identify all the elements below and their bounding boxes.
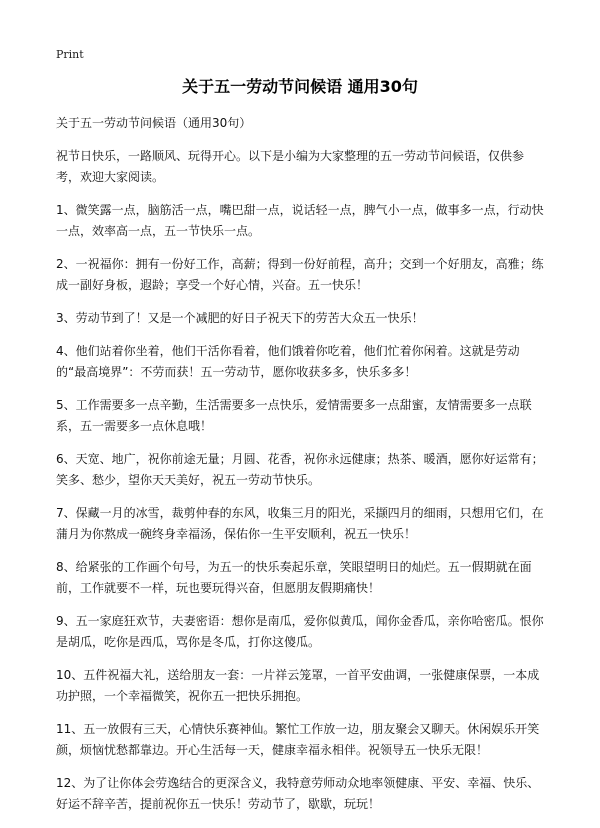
greeting-item-2: 2、一祝福你：拥有一份好工作，高薪；得到一份好前程，高升；交到一个好朋友，高雅；练成一副好身板，遐龄；享受一个好心情，兴奋。五一快乐！	[56, 257, 544, 292]
greeting-item-5: 5、工作需要多一点辛勤，生活需要多一点快乐，爱情需要多一点甜蜜，友情需要多一点联系，五一需要多一点休息哦！	[56, 398, 532, 433]
greeting-item-4: 4、他们站着你坐着，他们干活你看着，他们饿着你吃着，他们忙着你闲着。这就是劳动的“最高境界”：不劳而获！五一劳动节，愿你收获多多，快乐多多！	[56, 344, 520, 379]
document-subtitle: 关于五一劳动节问候语（通用30句）	[56, 116, 252, 130]
greeting-item-3: 3、劳动节到了！又是一个减肥的好日子祝天下的劳苦大众五一快乐！	[56, 311, 424, 325]
greeting-item-10: 10、五件祝福大礼，送给朋友一套：一片祥云笼罩，一首平安曲调，一张健康保票，一本成功护照，一个幸福微笑，祝你五一把快乐拥抱。	[56, 668, 540, 703]
greeting-item-11: 11、五一放假有三天，心情快乐赛神仙。繁忙工作放一边，朋友聚会又聊天。休闲娱乐开笑颜，烦恼忧愁都靠边。开心生活每一天，健康幸福永相伴。祝领导五一快乐无限！	[56, 722, 540, 757]
greeting-item-6: 6、天宽、地广，祝你前途无量；月圆、花香，祝你永远健康；热茶、暖酒，愿你好运常有；笑多、愁少，望你天天美好，祝五一劳动节快乐。	[56, 452, 544, 487]
print-link[interactable]: Print	[56, 48, 84, 61]
greeting-item-9: 9、五一家庭狂欢节，夫妻密语：想你是南瓜，爱你似黄瓜，闻你金香瓜，亲你哈密瓜。恨你是胡瓜，吃你是西瓜，骂你是冬瓜，打你这傻瓜。	[56, 614, 544, 649]
greeting-item-8: 8、给紧张的工作画个句号，为五一的快乐奏起乐章，笑眼望明日的灿烂。五一假期就在面前，工作就要不一样，玩也要玩得兴奋，但愿朋友假期痛快！	[56, 560, 532, 595]
greeting-item-7: 7、保藏一月的冰雪，裁剪仲春的东风，收集三月的阳光，采撷四月的细雨，只想用它们，在蒲月为你熬成一碗终身幸福汤，保佑你一生平安顺利，祝五一快乐！	[56, 506, 544, 541]
greeting-item-12: 12、为了让你体会劳逸结合的更深含义，我特意劳师动众地率领健康、平安、幸福、快乐、好运不辞辛苦，提前祝你五一快乐！劳动节了，歇歇，玩玩！	[56, 776, 540, 811]
page-title: 关于五一劳动节问候语 通用30句	[182, 77, 418, 96]
intro-paragraph: 祝节日快乐，一路顺风、玩得开心。以下是小编为大家整理的五一劳动节问候语，仅供参考，欢迎大家阅读。	[56, 149, 525, 184]
greeting-item-1: 1、微笑露一点，脑筋活一点，嘴巴甜一点，说话轻一点，脾气小一点，做事多一点，行动快一点，效率高一点，五一节快乐一点。	[56, 203, 544, 238]
